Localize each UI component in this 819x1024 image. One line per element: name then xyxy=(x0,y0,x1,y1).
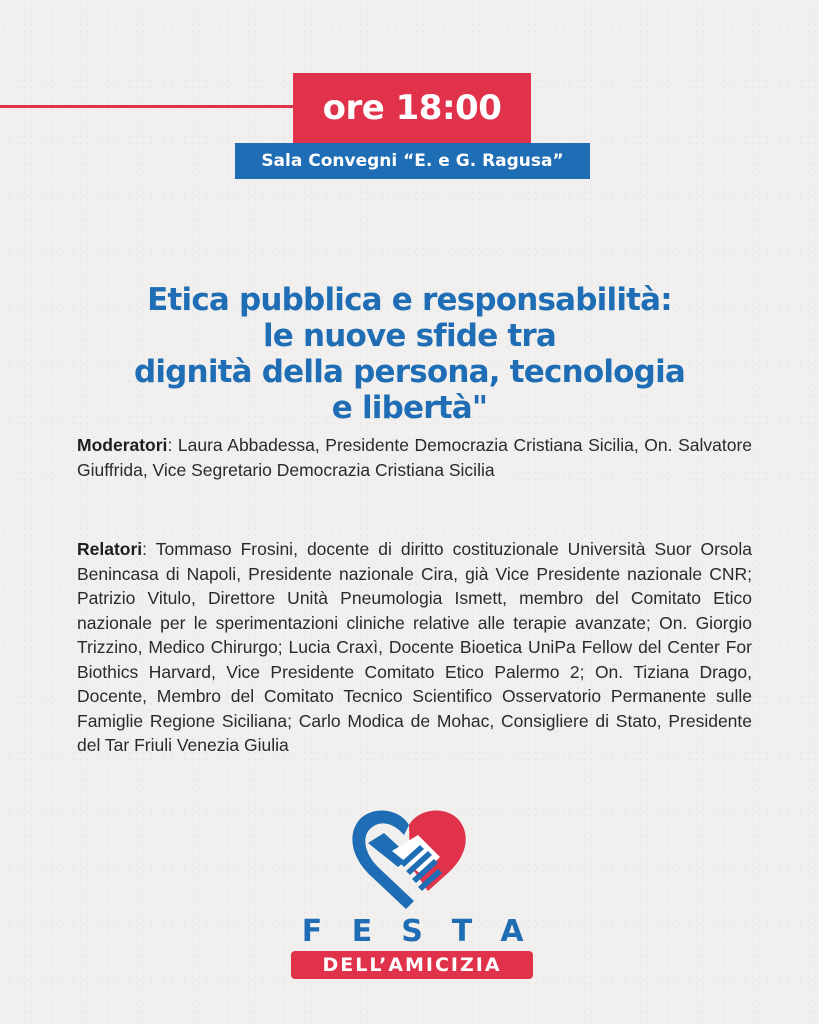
title-line-2: le nuove sfide tra xyxy=(262,318,557,354)
venue-badge xyxy=(235,143,590,179)
event-title xyxy=(40,282,779,426)
heart-handshake-icon xyxy=(348,805,470,915)
festa-letter-e: E xyxy=(351,914,373,949)
moderators-paragraph xyxy=(77,433,752,482)
speakers-label: Relatori xyxy=(77,539,143,559)
title-line-4: e libertà" xyxy=(331,390,488,426)
title-line-3: dignità della persona, tecnologia xyxy=(133,354,686,390)
moderators-label: Moderatori xyxy=(77,435,168,455)
decorative-red-line xyxy=(0,105,300,108)
festa-letter-t: T xyxy=(451,914,473,949)
title-line-1: Etica pubblica e responsabilità: xyxy=(147,282,672,318)
amicizia-banner xyxy=(291,951,533,979)
event-time-badge xyxy=(293,73,531,143)
venue-name: Sala Convegni “E. e G. Ragusa” xyxy=(261,151,564,171)
festa-letter-f: F xyxy=(301,914,323,949)
festa-letter-s: S xyxy=(401,914,423,949)
festa-wordmark xyxy=(292,914,532,949)
event-time: ore 18:00 xyxy=(322,88,502,128)
moderators-text: : Laura Abbadessa, Presidente Democrazia Cristiana Sicilia, On. Salvatore Giuffrida, Vice Segretario Democrazia Cristiana Sicilia xyxy=(77,435,752,480)
speakers-text: : Tommaso Frosini, docente di diritto costituzionale Università Suor Orsola Benincasa di Napoli, Presidente nazionale Cira, già Vice Presidente nazionale CNR; Patrizio Vitulo, Direttore Unità Pneumologia Ismett, membro del Comitato Etico nazionale per le sperimentazioni cliniche relative alle terapie avanzate; On. Giorgio Trizzino, Medico Chirurgo; Lucia Craxì, Docente Bioetica UniPa Fellow del Center For Biothics Harvard, Vice Presidente Comitato Etico Palermo 2; On. Tiziana Drago, Docente, Membro del Comitato Tecnico Scientifico Osservatorio Permanente sulle Famiglie Regione Siciliana; Carlo Modica de Mohac, Consigliere di Stato, Presidente del Tar Friuli Venezia Giulia xyxy=(77,539,752,755)
speakers-paragraph xyxy=(77,537,752,758)
festa-letter-a: A xyxy=(500,914,524,949)
amicizia-text: DELL’AMICIZIA xyxy=(322,954,502,976)
